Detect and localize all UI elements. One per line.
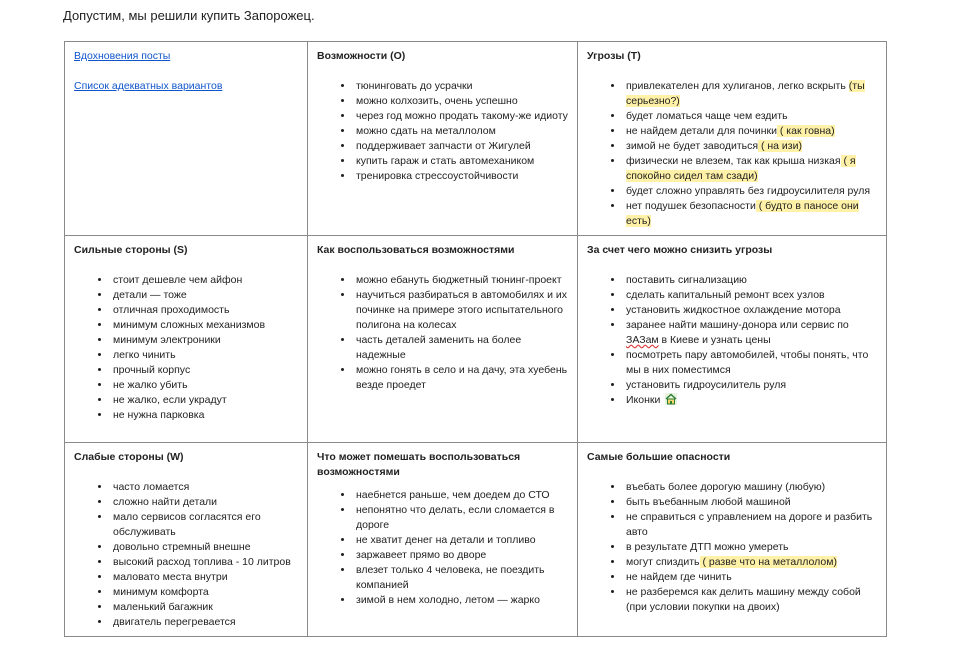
list-item: • научиться разбираться в автомобилях и их починке на примере этого испытательного полигона на колесах	[354, 288, 568, 333]
list-item: • заранее найти машину-донора или сервис по ЗАЗам в Киеве и узнать цены	[624, 318, 877, 348]
list-item: • детали — тоже	[111, 288, 298, 303]
list-item: • в результате ДТП можно умереть	[624, 540, 877, 555]
list-item: • зимой в нем холодно, летом — жарко	[354, 593, 568, 608]
opportunities-title: Возможности (O)	[317, 50, 406, 62]
list-item: • можно сдать на металлолом	[354, 124, 568, 139]
list-item: • маловато места внутри	[111, 570, 298, 585]
reduce-threats-list	[587, 273, 877, 408]
use-opportunities-title: Как воспользоваться возможностями	[317, 244, 515, 256]
adequate-variants-link[interactable]: Список адекватных вариантов	[74, 80, 223, 92]
list-item: • непонятно что делать, если сломается в дороге	[354, 503, 568, 533]
list-item: • минимум комфорта	[111, 585, 298, 600]
list-item: • Иконки	[624, 393, 877, 408]
list-item: • не жалко убить	[111, 378, 298, 393]
list-item: • отличная проходимость	[111, 303, 298, 318]
list-item: • можно ебануть бюджетный тюнинг-проект	[354, 273, 568, 288]
list-item: • минимум электроники	[111, 333, 298, 348]
list-item: • въебать более дорогую машину (любую)	[624, 480, 877, 495]
list-item: • тюнинговать до усрачки	[354, 79, 568, 94]
highlight-note: ( разве что на металлолом)	[699, 556, 837, 568]
list-item: • наебнется раньше, чем доедем до СТО	[354, 488, 568, 503]
highlight-note: ( я спокойно сидел там сзади)	[626, 155, 856, 182]
list-item: • сложно найти детали	[111, 495, 298, 510]
list-item: • не найдем детали для починки ( как говна)	[624, 124, 877, 139]
list-item: • поддерживает запчасти от Жигулей	[354, 139, 568, 154]
weaknesses-cell	[65, 443, 308, 637]
strengths-title: Сильные стороны (S)	[74, 244, 188, 256]
list-item: • будет сложно управлять без гидроусилителя руля	[624, 184, 877, 199]
list-item: • не хватит денег на детали и топливо	[354, 533, 568, 548]
strengths-cell	[65, 236, 308, 443]
list-item: • привлекателен для хулиганов, легко вскрыть (ты серьезно?)	[624, 79, 877, 109]
list-item: • физически не влезем, так как крыша низкая ( я спокойно сидел там сзади)	[624, 154, 877, 184]
opportunities-list	[317, 79, 568, 184]
list-item: • посмотреть пару автомобилей, чтобы понять, что мы в них поместимся	[624, 348, 877, 378]
reduce-threats-cell	[578, 236, 887, 443]
list-item: • довольно стремный внешне	[111, 540, 298, 555]
list-item: • можно колхозить, очень успешно	[354, 94, 568, 109]
list-item: • установить жидкостное охлаждение мотора	[624, 303, 877, 318]
list-item: • установить гидроусилитель руля	[624, 378, 877, 393]
list-item: • маленький багажник	[111, 600, 298, 615]
house-icon	[665, 393, 677, 405]
dangers-list	[587, 480, 877, 615]
weaknesses-title: Слабые стороны (W)	[74, 451, 184, 463]
highlight-note: ( на изи)	[758, 140, 802, 152]
list-item: • прочный корпус	[111, 363, 298, 378]
obstacles-title: Что может помешать воспользоваться возможностями	[317, 451, 521, 478]
reduce-threats-title: За счет чего можно снизить угрозы	[587, 244, 773, 256]
threats-cell	[578, 42, 887, 236]
list-item: • минимум сложных механизмов	[111, 318, 298, 333]
use-opportunities-cell	[308, 236, 578, 443]
highlight-note: (ты серьезно?)	[626, 80, 865, 107]
list-item: • часто ломается	[111, 480, 298, 495]
links-cell	[65, 42, 308, 236]
list-item: • не нужна парковка	[111, 408, 298, 423]
threats-title: Угрозы (T)	[587, 50, 641, 62]
list-item: • заржавеет прямо во дворе	[354, 548, 568, 563]
strengths-list	[74, 273, 298, 423]
swot-table	[64, 41, 887, 637]
list-item: • сделать капитальный ремонт всех узлов	[624, 288, 877, 303]
obstacles-list	[317, 488, 568, 608]
list-item: • тренировка стрессоустойчивости	[354, 169, 568, 184]
list-item: • влезет только 4 человека, не поездить компанией	[354, 563, 568, 593]
list-item: • быть въебанным любой машиной	[624, 495, 877, 510]
list-item: • купить гараж и стать автомехаником	[354, 154, 568, 169]
intro-text: Допустим, мы решили купить Запорожец.	[63, 8, 315, 23]
highlight-note: ( как говна)	[776, 125, 835, 137]
list-item: • будет ломаться чаще чем ездить	[624, 109, 877, 124]
list-item: • через год можно продать такому-же идиоту	[354, 109, 568, 124]
list-item: • зимой не будет заводиться ( на изи)	[624, 139, 877, 154]
list-item: • не справиться с управлением на дороге и разбить авто	[624, 510, 877, 540]
list-item: • поставить сигнализацию	[624, 273, 877, 288]
highlight-note: ( будто в паносе они есть)	[626, 200, 859, 227]
list-item: • мало сервисов согласятся его обслуживать	[111, 510, 298, 540]
list-item: • не жалко, если украдут	[111, 393, 298, 408]
list-item: • стоит дешевле чем айфон	[111, 273, 298, 288]
list-item: • двигатель перегревается	[111, 615, 298, 630]
list-item: • можно гонять в село и на дачу, эта хуебень везде проедет	[354, 363, 568, 393]
use-opportunities-list	[317, 273, 568, 393]
dangers-cell	[578, 443, 887, 637]
list-item: • нет подушек безопасности ( будто в паносе они есть)	[624, 199, 877, 229]
obstacles-cell	[308, 443, 578, 637]
list-item: • часть деталей заменить на более надежные	[354, 333, 568, 363]
list-item: • легко чинить	[111, 348, 298, 363]
threats-list	[587, 79, 877, 229]
dangers-title: Самые большие опасности	[587, 451, 731, 463]
spellcheck-word: ЗАЗам	[626, 334, 659, 346]
list-item: • могут спиздить ( разве что на металлолом)	[624, 555, 877, 570]
weaknesses-list	[74, 480, 298, 630]
list-item: • высокий расход топлива - 10 литров	[111, 555, 298, 570]
opportunities-cell	[308, 42, 578, 236]
list-item: • не разберемся как делить машину между собой (при условии покупки на двоих)	[624, 585, 877, 615]
inspiration-posts-link[interactable]: Вдохновения посты	[74, 50, 171, 62]
list-item: • не найдем где чинить	[624, 570, 877, 585]
